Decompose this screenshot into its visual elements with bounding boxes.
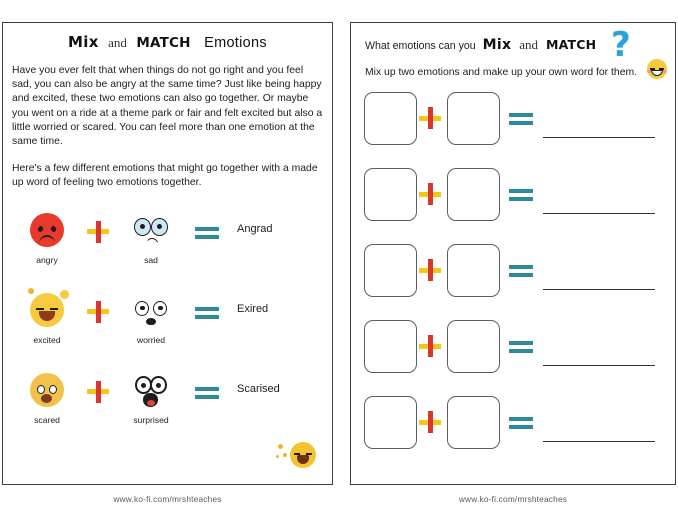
laughing-emoji-decoration [290, 442, 316, 468]
example-row [15, 293, 332, 373]
answer-row [351, 164, 675, 240]
question-mark-icon: ? [611, 25, 631, 65]
equals-icon [509, 187, 533, 203]
equals-icon [509, 415, 533, 431]
equals-icon [195, 225, 219, 241]
equals-icon [509, 263, 533, 279]
example-first-emotion [15, 293, 79, 345]
title-word-emotions: Emotions [204, 35, 267, 51]
title-word-mix: Mix [68, 33, 99, 51]
example-result-word: Scarised [237, 382, 280, 395]
example-first-emotion [15, 213, 79, 265]
answer-rows [351, 88, 675, 468]
plus-icon [87, 221, 109, 243]
right-page-prompt [365, 25, 675, 65]
answer-row [351, 88, 675, 164]
emotion-box-second[interactable] [447, 320, 500, 373]
plus-icon [419, 335, 441, 357]
answer-write-line[interactable] [543, 213, 655, 214]
example-second-emotion [119, 213, 183, 265]
prompt-word-mix: Mix [482, 37, 512, 53]
example-second-label: sad [144, 254, 158, 265]
left-page [2, 22, 333, 504]
example-second-label: surprised [133, 414, 169, 425]
example-row [15, 213, 332, 293]
example-list [3, 213, 332, 453]
equals-icon [195, 305, 219, 321]
answer-write-line[interactable] [543, 137, 655, 138]
example-first-label: scared [34, 414, 60, 425]
emotion-box-first[interactable] [364, 244, 417, 297]
emotion-box-second[interactable] [447, 92, 500, 145]
example-first-label: excited [33, 334, 61, 345]
left-page-footer: www.ko-fi.com/mrshteaches [113, 494, 222, 504]
example-second-label: worried [136, 334, 166, 345]
plus-icon [419, 411, 441, 433]
intro-paragraph-1: Have you ever felt that when things do not go right and you feel sad, you can also be angry at the same time? Just like being happy and excited, these two emotions can also go together. Or maybe you went on a ride at a theme park or fair and felt excited but also a little worried or scared. You can feel more than one emotion at the same time. [12, 65, 323, 148]
emotion-box-first[interactable] [364, 168, 417, 221]
grinning-emoji-decoration [647, 59, 667, 79]
right-page-footer: www.ko-fi.com/mrshteaches [458, 494, 568, 504]
title-word-match: MATCH [136, 35, 191, 51]
plus-icon [87, 381, 109, 403]
intro-paragraph-2: Here's a few different emotions that might go together with a made up word of feeling two emotions together. [12, 163, 318, 189]
example-second-emotion [119, 373, 183, 425]
plus-icon [419, 259, 441, 281]
answer-row [351, 316, 675, 392]
left-page-title [3, 33, 332, 52]
scared-face-icon [15, 373, 79, 413]
emotion-box-second[interactable] [447, 168, 500, 221]
example-first-emotion [15, 373, 79, 425]
plus-icon [87, 301, 109, 323]
right-page-instruction: Mix up two emotions and make up your own word for them. [365, 67, 638, 78]
prompt-word-and: and [519, 37, 539, 52]
intro-text [12, 64, 323, 191]
answer-write-line[interactable] [543, 289, 655, 290]
emotion-box-second[interactable] [447, 396, 500, 449]
plus-icon [419, 107, 441, 129]
equals-icon [509, 339, 533, 355]
title-word-and: and [108, 35, 127, 50]
excited-face-icon [15, 293, 79, 333]
answer-row [351, 392, 675, 468]
plus-icon [419, 183, 441, 205]
angry-face-icon [15, 213, 79, 253]
emotion-box-first[interactable] [364, 320, 417, 373]
example-result-word: Angrad [237, 222, 273, 235]
example-first-label: angry [36, 254, 58, 265]
emotion-box-first[interactable] [364, 92, 417, 145]
answer-write-line[interactable] [543, 365, 655, 366]
worried-face-icon [119, 293, 183, 333]
equals-icon [509, 111, 533, 127]
sad-face-icon [119, 213, 183, 253]
right-page [350, 22, 676, 504]
answer-write-line[interactable] [543, 441, 655, 442]
emotion-box-first[interactable] [364, 396, 417, 449]
example-row [15, 373, 332, 453]
prompt-lead-text: What emotions can you [365, 40, 476, 52]
answer-row [351, 240, 675, 316]
equals-icon [195, 385, 219, 401]
example-second-emotion [119, 293, 183, 345]
example-result-word: Exired [237, 302, 269, 315]
surprised-face-icon [119, 373, 183, 413]
prompt-word-match: MATCH [546, 37, 597, 52]
emotion-box-second[interactable] [447, 244, 500, 297]
